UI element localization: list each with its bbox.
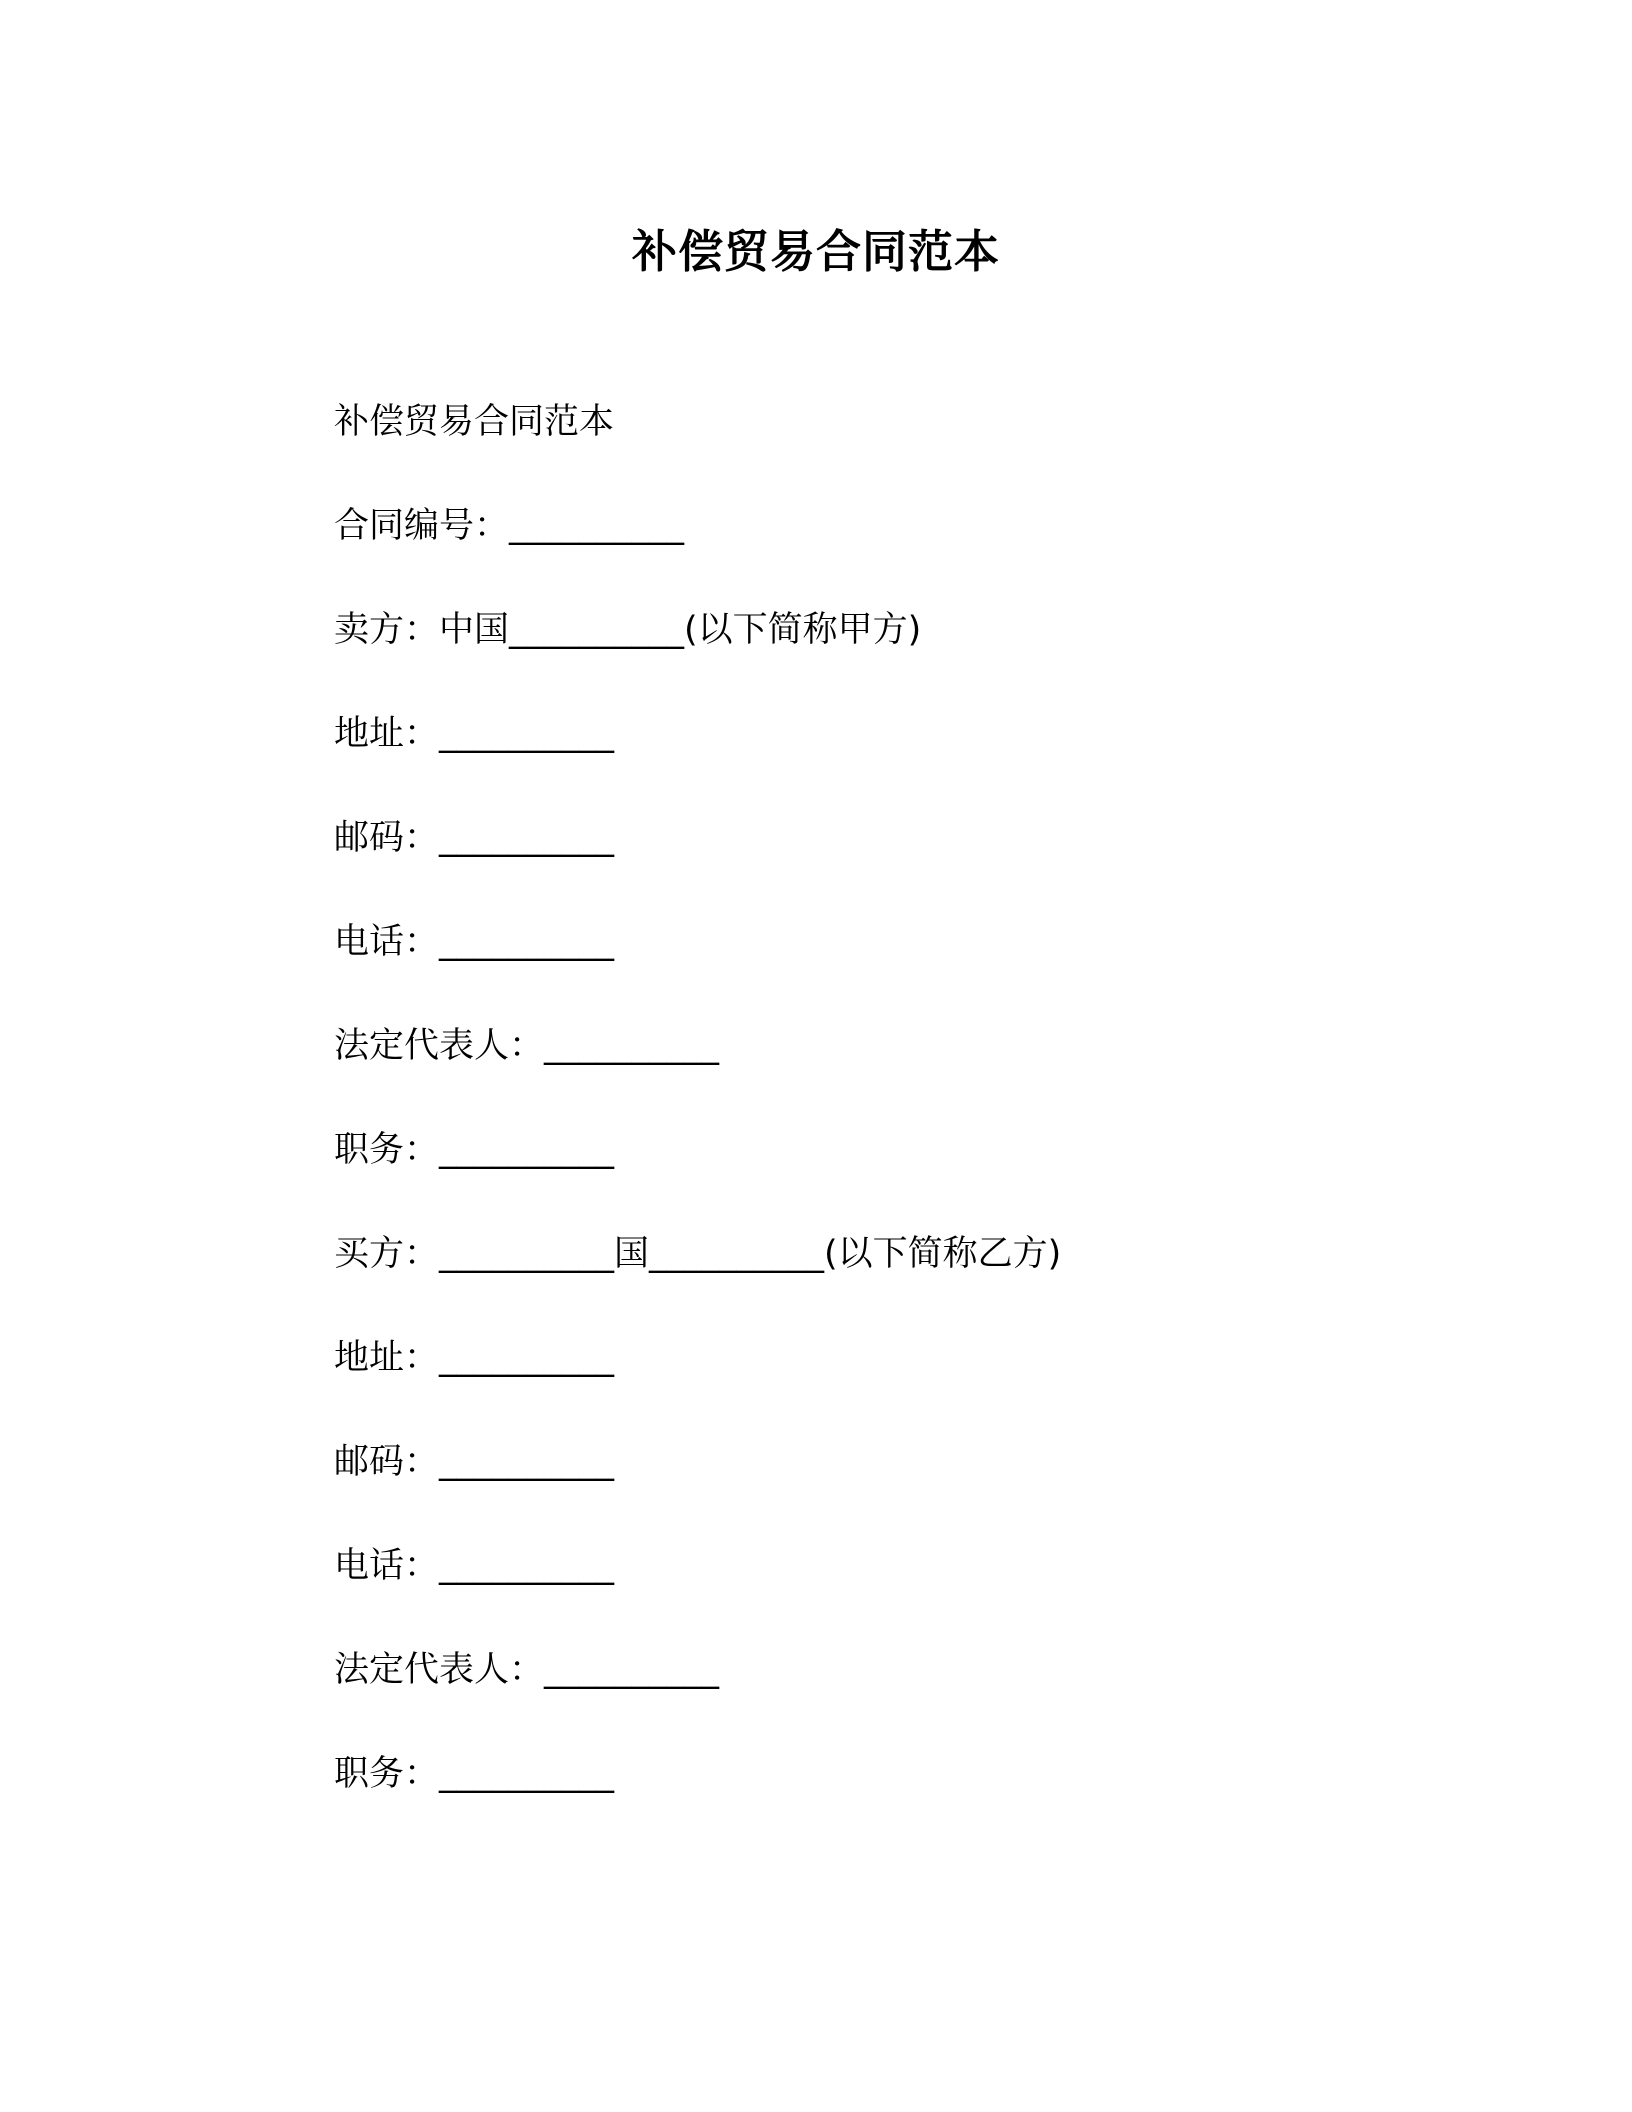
seller-phone-line: 电话：__________ xyxy=(334,922,615,962)
seller-address-line: 地址：__________ xyxy=(334,714,615,754)
contract-body xyxy=(334,394,1334,1850)
buyer-postcode-line: 邮码：__________ xyxy=(334,1442,615,1482)
buyer-position-line: 职务：__________ xyxy=(334,1754,615,1794)
contract-number-line: 合同编号：__________ xyxy=(334,506,685,546)
seller-position-line: 职务：__________ xyxy=(334,1130,615,1170)
buyer-line: 买方：__________国__________(以下简称乙方) xyxy=(334,1234,1062,1274)
seller-line: 卖方：中国__________(以下简称甲方) xyxy=(334,610,922,650)
buyer-address-line: 地址：__________ xyxy=(334,1338,615,1378)
contract-subtitle: 补偿贸易合同范本 xyxy=(334,402,615,442)
buyer-legal-representative-line: 法定代表人：__________ xyxy=(334,1650,720,1690)
buyer-phone-line: 电话：__________ xyxy=(334,1546,615,1586)
seller-postcode-line: 邮码：__________ xyxy=(334,818,615,858)
seller-legal-representative-line: 法定代表人：__________ xyxy=(334,1026,720,1066)
document-title: 补偿贸易合同范本 xyxy=(631,225,1000,278)
